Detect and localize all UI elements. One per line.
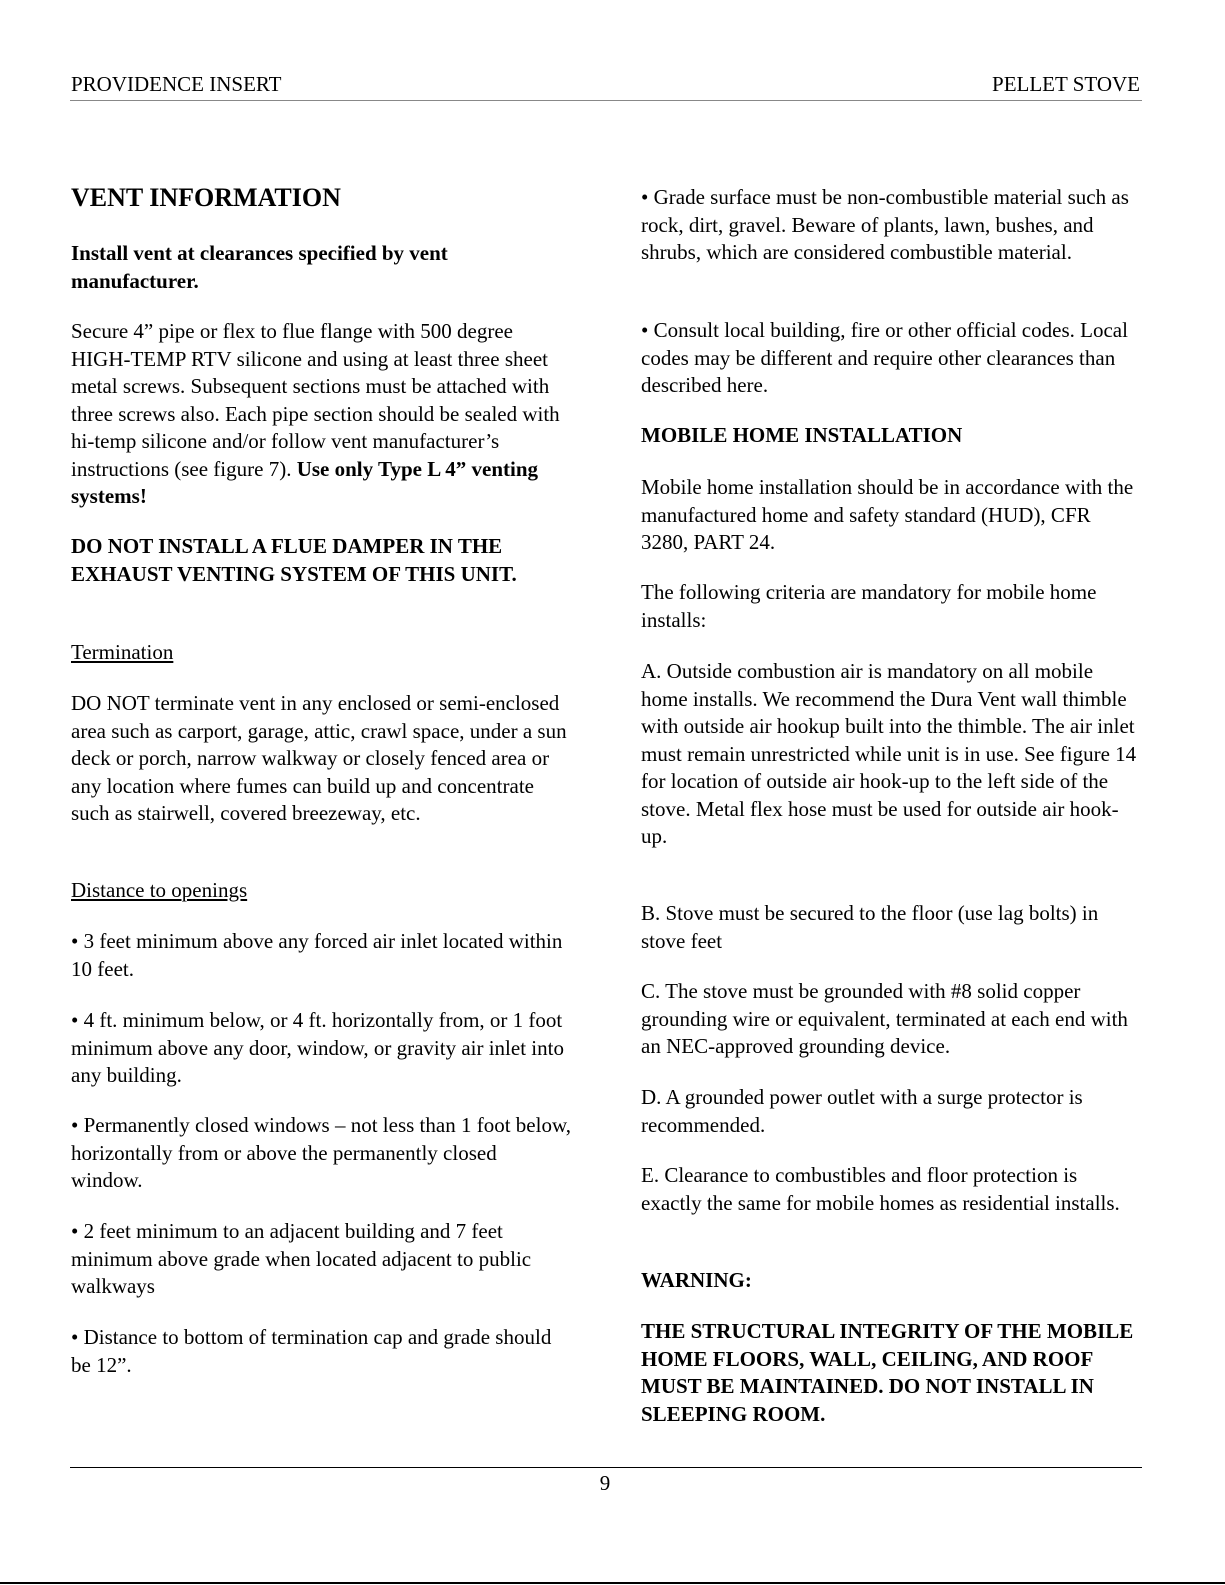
criteria-item: E. Clearance to combustibles and floor protection is exactly the same for mobile homes as residential installs. xyxy=(641,1163,1120,1215)
distance-heading: Distance to openings xyxy=(71,878,248,902)
bullet-item: • Permanently closed windows – not less than 1 foot below, horizontally from or above the permanently closed window. xyxy=(71,1113,572,1192)
clearance-note: Install vent at clearances specified by vent manufacturer. xyxy=(71,241,448,293)
termination-text: DO NOT terminate vent in any enclosed or semi-enclosed area such as carport, garage, attic, crawl space, under a sun deck or porch, narrow walkway or closely fenced area or any location where fumes can build up and concentrate such as stairwell, covered breezeway, etc. xyxy=(71,691,567,825)
criteria-item: A. Outside combustion air is mandatory on all mobile home installs. We recommend the Dura Vent wall thimble with outside air hookup built into the thimble. The air inlet must remain unrestricted while unit is in use. See figure 14 for location of outside air hook-up to the left side of the stove. Metal flex hose must be used for outside air hook-up. xyxy=(641,659,1137,848)
pipe-instructions-text: Secure 4” pipe or flex to flue flange with 500 degree HIGH-TEMP RTV silicone and using at least three sheet metal screws. Subsequent sections must be attached with three screws also. Each pipe section should be sealed with hi-temp silicone and/or follow vent manufacturer’s instructions (see figure 7). xyxy=(71,319,560,481)
bullet-item: • 3 feet minimum above any forced air inlet located within 10 feet. xyxy=(71,929,563,981)
bullet-item: • 2 feet minimum to an adjacent building and 7 feet minimum above grade when located adjacent to public walkways xyxy=(71,1219,532,1298)
bullet-grade: • Grade surface must be non-combustible material such as rock, dirt, gravel. Beware of plants, lawn, bushes, and shrubs, which are considered combustible material. xyxy=(641,185,1129,264)
header-right: PELLET STOVE xyxy=(992,72,1140,96)
mobile-heading: MOBILE HOME INSTALLATION xyxy=(641,423,963,447)
bullet-item: • 4 ft. minimum below, or 4 ft. horizontally from, or 1 foot minimum above any door, window, or gravity air inlet into any building. xyxy=(71,1008,564,1087)
criteria-item: D. A grounded power outlet with a surge protector is recommended. xyxy=(641,1085,1083,1137)
footer-rule xyxy=(70,1467,1142,1468)
venting-warning: Use only Type L 4” venting systems! xyxy=(71,456,539,508)
bullet-codes: • Consult local building, fire or other official codes. Local codes may be different and require other clearances than described here. xyxy=(641,318,1128,397)
page-number: 9 xyxy=(599,1471,611,1495)
bullet-item: • Distance to bottom of termination cap and grade should be 12”. xyxy=(71,1325,552,1377)
damper-warning: DO NOT INSTALL A FLUE DAMPER IN THE EXHAUST VENTING SYSTEM OF THIS UNIT. xyxy=(71,534,517,586)
page-edge xyxy=(0,1582,1225,1584)
criteria-item: C. The stove must be grounded with #8 solid copper grounding wire or equivalent, terminated at each end with an NEC-approved grounding device. xyxy=(641,979,1128,1058)
pipe-instructions xyxy=(71,318,571,511)
criteria-item: B. Stove must be secured to the floor (use lag bolts) in stove feet xyxy=(641,901,1099,953)
section-title: VENT INFORMATION xyxy=(71,183,341,212)
warning-heading: WARNING: xyxy=(641,1268,752,1292)
header-rule xyxy=(70,100,1142,101)
header-left: PROVIDENCE INSERT xyxy=(71,72,282,96)
mobile-standard: Mobile home installation should be in accordance with the manufactured home and safety standard (HUD), CFR 3280, PART 24. xyxy=(641,475,1134,554)
termination-heading: Termination xyxy=(71,640,174,664)
warning-text: THE STRUCTURAL INTEGRITY OF THE MOBILE HOME FLOORS, WALL, CEILING, AND ROOF MUST BE MAINTAINED. DO NOT INSTALL IN SLEEPING ROOM. xyxy=(641,1319,1134,1426)
mobile-criteria-intro: The following criteria are mandatory for mobile home installs: xyxy=(641,580,1097,632)
